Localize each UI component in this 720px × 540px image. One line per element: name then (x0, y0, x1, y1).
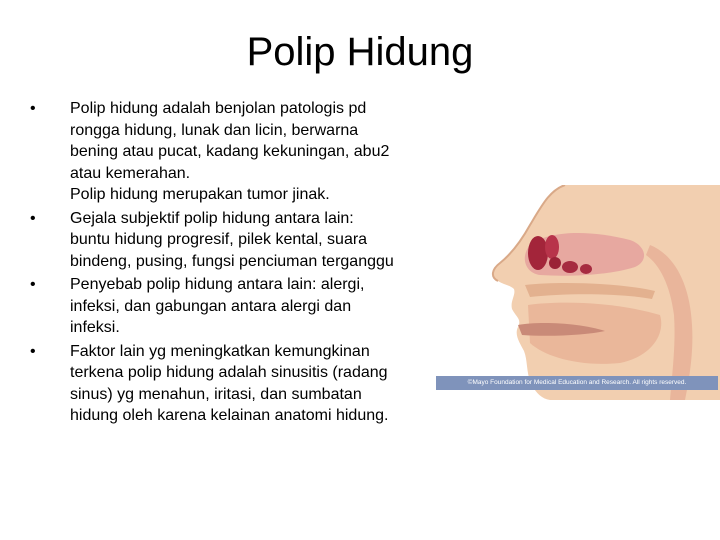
bullet-list (30, 98, 440, 429)
polyp-shape (580, 264, 592, 274)
bullet-icon: • (30, 342, 36, 360)
bullet-icon: • (30, 276, 36, 293)
bullet-item (30, 341, 440, 427)
polyp-shape (562, 261, 578, 273)
bullet-line: sinus) yg menahun, iritasi, dan sumbatan (70, 385, 362, 403)
polyp-shape (549, 257, 561, 269)
bullet-line: Polip hidung adalah benjolan patologis pd (70, 100, 367, 117)
bullet-line: buntu hidung progresif, pilek kental, suara (70, 231, 368, 248)
polyp-shape (528, 236, 548, 270)
bullet-line: Penyebab polip hidung antara lain: alergi, (70, 276, 365, 293)
polyp-shape (545, 235, 559, 259)
nasal-polyp-illustration (470, 185, 720, 400)
bullet-line: terkena polip hidung adalah sinusitis (radang (70, 364, 388, 381)
slide-title: Polip Hidung (246, 30, 474, 74)
bullet-line: Faktor lain yg meningkatkan kemungkinan (70, 342, 370, 360)
bullet-line: Polip hidung merupakan tumor jinak. (70, 186, 330, 203)
bullet-item (30, 208, 440, 273)
bullet-icon: • (30, 100, 36, 117)
bullet-item (30, 274, 440, 339)
bullet-icon: • (30, 209, 36, 227)
bullet-line: hidung oleh karena kelainan anatomi hidung. (70, 407, 389, 424)
bullet-line: atau kemerahan. (70, 164, 191, 182)
bullet-line: rongga hidung, lunak dan licin, berwarna (70, 121, 359, 139)
bullet-item (30, 98, 440, 206)
bullet-line: infeksi, dan gabungan antara alergi dan (70, 297, 352, 315)
bullet-line: bindeng, pusing, fungsi penciuman terganggu (70, 252, 394, 270)
bullet-line: bening atau pucat, kadang kekuningan, abu2 (70, 143, 390, 160)
bullet-line: infeksi. (70, 319, 120, 336)
image-copyright: ©Mayo Foundation for Medical Education and Research. All rights reserved. (436, 376, 718, 390)
bullet-line: Gejala subjektif polip hidung antara lain: (70, 209, 354, 227)
